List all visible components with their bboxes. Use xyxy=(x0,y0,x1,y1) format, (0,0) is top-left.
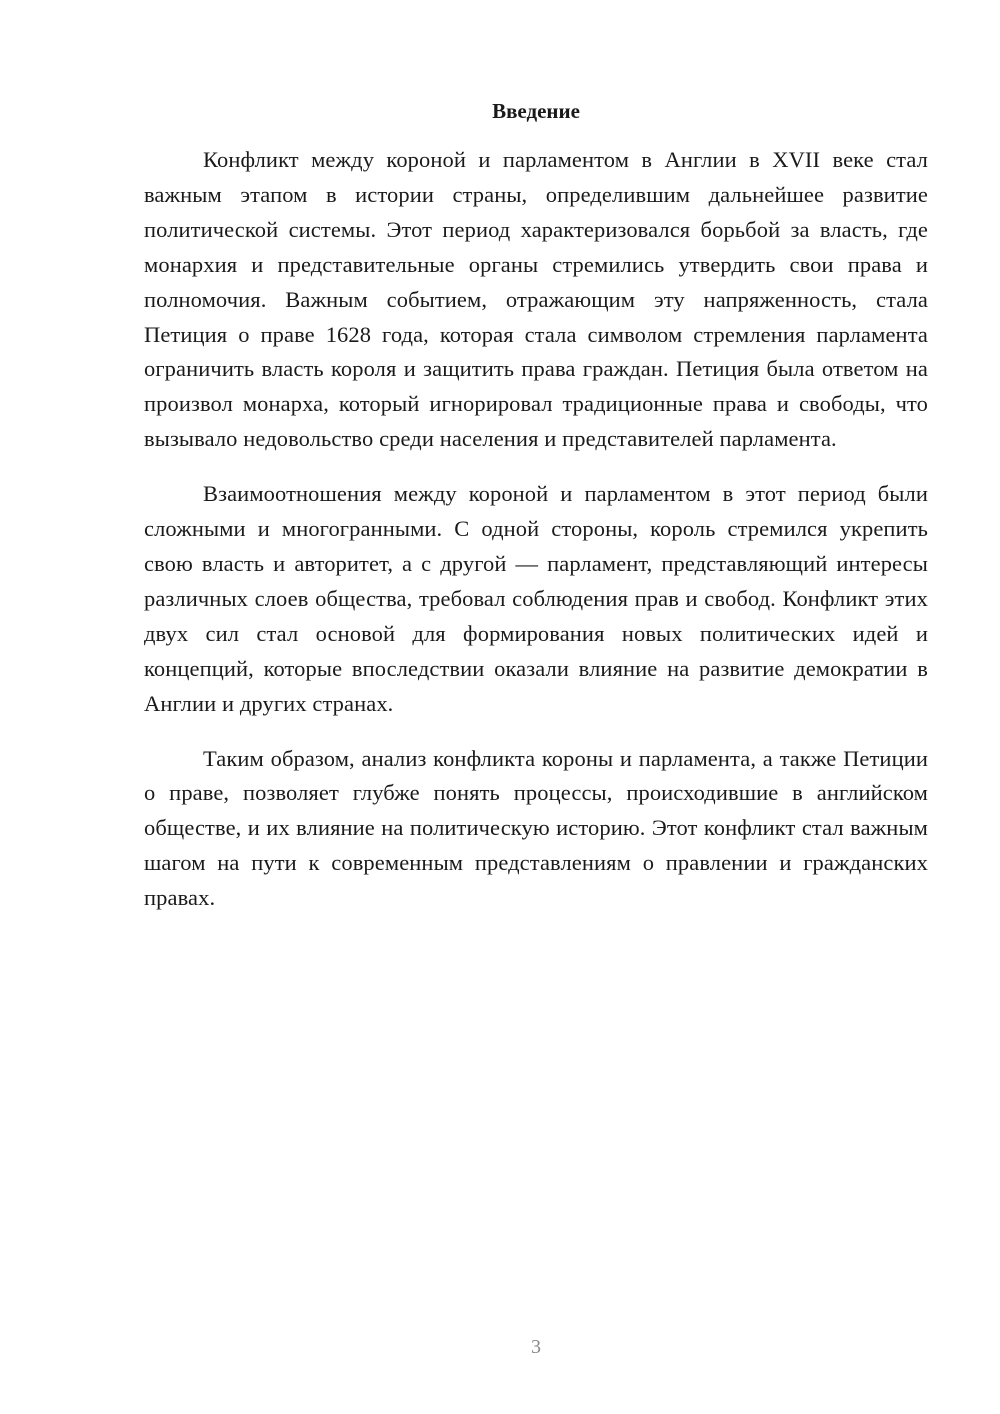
section-heading: Введение xyxy=(492,99,580,123)
paragraph-1: Конфликт между короной и парламентом в Англии в XVII веке стал важным этапом в истории страны, определившим дальнейшее развитие политической системы. Этот период характеризовался борьбой за власть, где монархия и представительные органы стремились утвердить свои права и полномочия. Важным событием, отражающим эту напряженность, стала Петиция о праве 1628 года, которая стала символом стремления парламента ограничить власть короля и защитить права граждан. Петиция была ответом на произвол монарха, который игнорировал традиционные права и свободы, что вызывало недовольство среди населения и представителей парламента. xyxy=(144,147,928,452)
paragraph-2: Взаимоотношения между короной и парламентом в этот период были сложными и многогранными. С одной стороны, король стремился укрепить свою власть и авторитет, а с другой — парламент, представляющий интересы различных слоев общества, требовал соблюдения прав и свобод. Конфликт этих двух сил стал основой для формирования новых политических идей и концепций, которые впоследствии оказали влияние на развитие демократии в Англии и других странах. xyxy=(144,481,928,716)
body-text xyxy=(144,143,928,936)
paragraph-3: Таким образом, анализ конфликта короны и парламента, а также Петиции о праве, позволяет глубже понять процессы, происходившие в английском обществе, и их влияние на политическую историю. Этот конфликт стал важным шагом на пути к современным представлениям о правлении и гражданских правах. xyxy=(144,745,928,911)
page-number: 3 xyxy=(531,1336,541,1358)
